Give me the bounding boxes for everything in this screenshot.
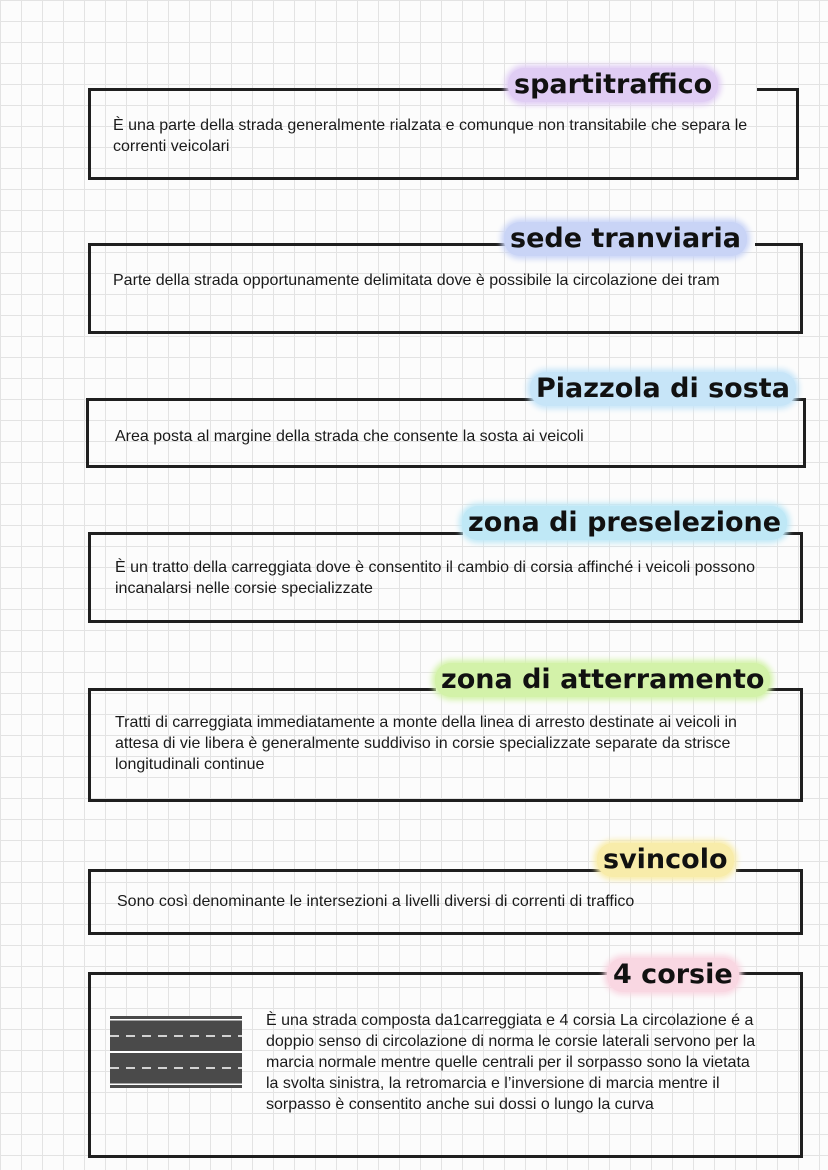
card-text: Sono così denominante le intersezioni a livelli diversi di correnti di traffico	[117, 893, 635, 910]
card-svincolo	[88, 869, 803, 935]
section-title: sede tranviaria	[504, 222, 747, 256]
section-title: 4 corsie	[607, 958, 739, 992]
card-piazzola-di-sosta	[86, 398, 806, 468]
card-text: Tratti di carreggiata immediatamente a monte della linea di arresto destinate ai veicoli in attesa di vie libera è generalmente suddiviso in corsie specializzate separate da strisce longitudinali continue	[115, 714, 737, 773]
card-text: È una strada composta da1carreggiata e 4 corsia La circolazione é a doppio senso di circolazione di norma le corsie laterali servono per la marcia normale mentre quelle centrali per il sorpasso sono la vietata la svolta sinistra, la retromarcia e l’inversione di marcia mentre il sorpasso è consentito anche sui dossi o lungo la curva	[266, 1012, 756, 1113]
card-text: Parte della strada opportunamente delimitata dove è possibile la circolazione dei tram	[113, 272, 720, 289]
section-title: zona di preselezione	[462, 506, 787, 540]
card-text: È un tratto della carreggiata dove è consentito il cambio di corsia affinché i veicoli possono incanalarsi nelle corsie specializzate	[115, 559, 756, 597]
section-title: svincolo	[597, 843, 734, 877]
section-title: Piazzola di sosta	[530, 372, 796, 406]
four-lane-road-icon	[110, 1016, 242, 1088]
section-title: spartitraffico	[508, 68, 718, 102]
card-sede-tranviaria	[88, 243, 803, 334]
section-title: zona di atterramento	[435, 663, 770, 697]
card-text: Area posta al margine della strada che consente la sosta ai veicoli	[115, 428, 584, 445]
card-zona-di-atterramento	[88, 688, 803, 802]
card-zona-di-preselezione	[88, 532, 803, 623]
card-text: È una parte della strada generalmente rialzata e comunque non transitabile che separa le correnti veicolari	[113, 117, 748, 155]
